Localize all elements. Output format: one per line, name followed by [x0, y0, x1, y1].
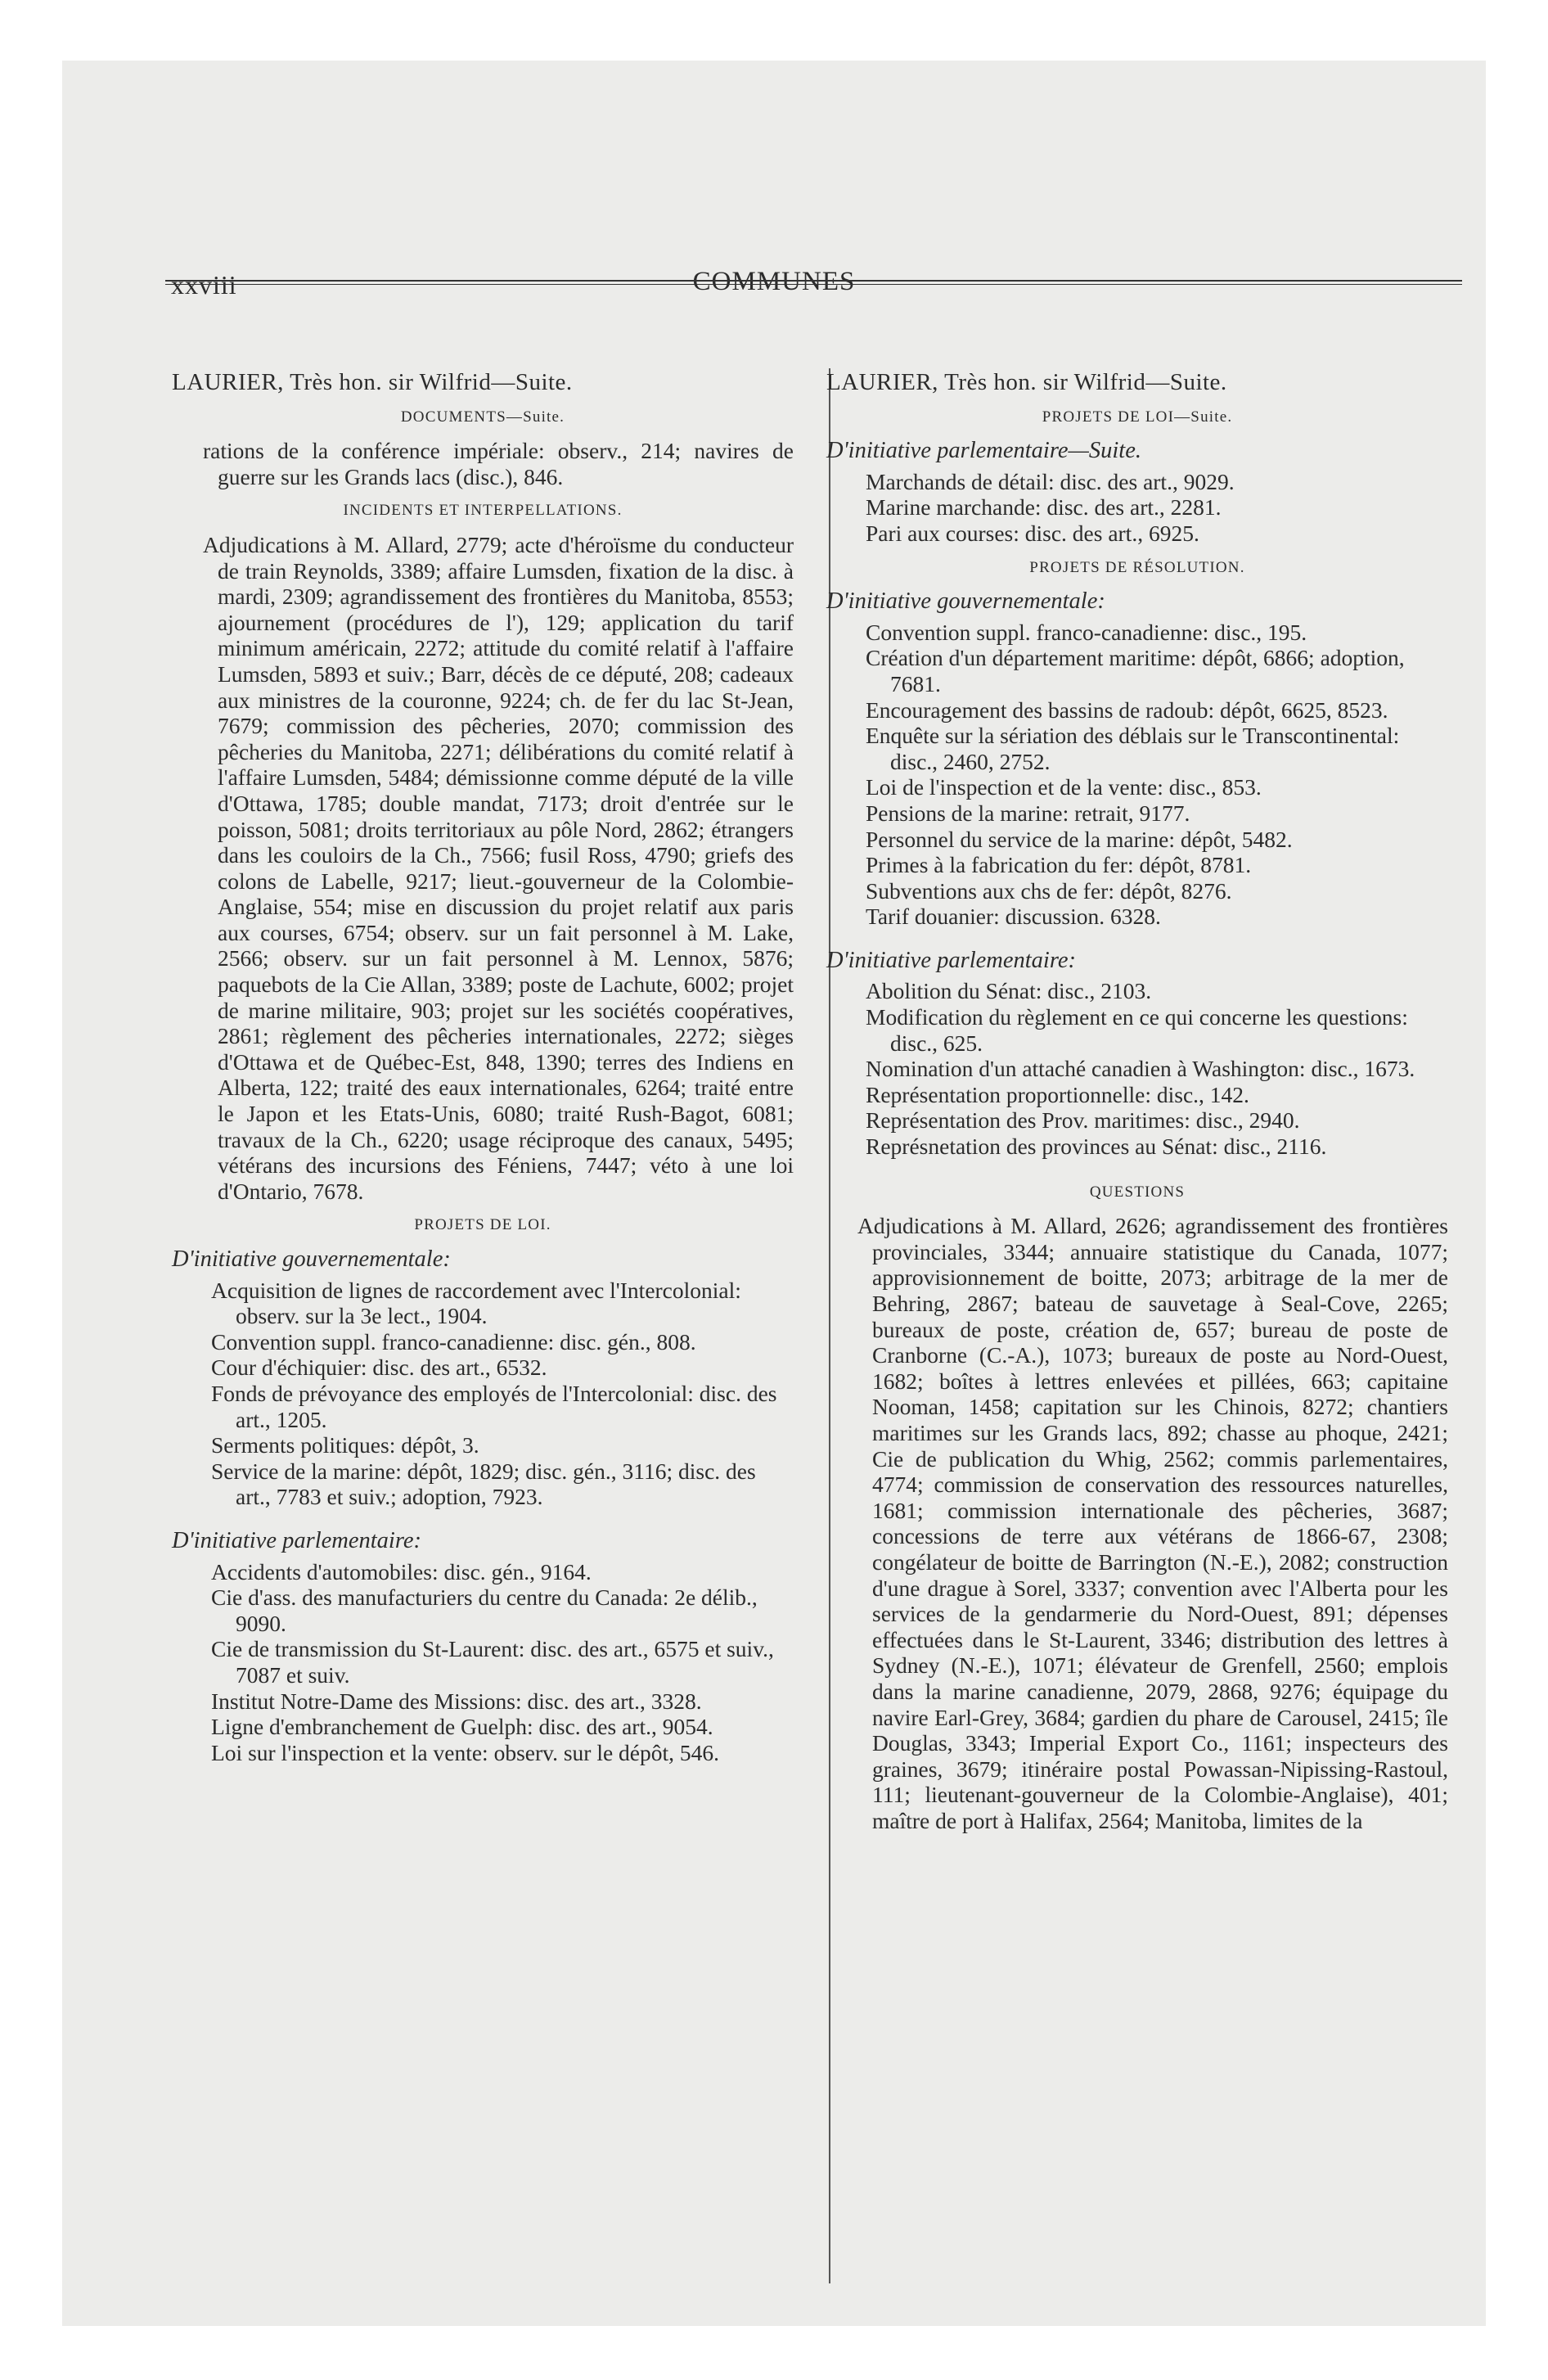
list-item: Personnel du service de la marine: dépôt, 5482. [866, 826, 1293, 852]
parl-list [172, 1559, 794, 1766]
list-item: Pari aux courses: disc. des art., 6925. [866, 520, 1199, 546]
list-item: Loi sur l'inspection et la vente: observ. sur le dépôt, 546. [211, 1739, 720, 1765]
list-item: Convention suppl. franco-canadienne: disc., 195. [866, 619, 1307, 645]
list-item: Modification du règlement en ce qui concerne les questions: disc., 625. [866, 1004, 1408, 1056]
parl-label: D'initiative parlementaire: [172, 1527, 422, 1553]
left-column [172, 370, 794, 1765]
documents-label: DOCUMENTS—Suite. [400, 408, 565, 426]
list-item: Représnetation des provinces au Sénat: disc., 2116. [866, 1134, 1327, 1160]
list-item: Primes à la fabrication du fer: dépôt, 8781. [866, 852, 1252, 878]
list-item: Création d'un département maritime: dépôt, 6866; adoption, 7681. [866, 645, 1405, 696]
list-item: Acquisition de lignes de raccordement avec l'Intercolonial: observ. sur la 3e lect., 1904. [211, 1277, 741, 1329]
right-projets-label: PROJETS DE LOI—Suite. [1042, 408, 1233, 426]
list-item: Représentation des Prov. maritimes: disc., 2940. [866, 1107, 1300, 1134]
list-item: Cour d'échiquier: disc. des art., 6532. [211, 1355, 547, 1381]
right-gouv-label: D'initiative gouvernementale: [826, 588, 1105, 615]
list-item: Subventions aux chs de fer: dépôt, 8276. [866, 877, 1232, 904]
list-item: Serments politiques: dépôt, 3. [211, 1432, 479, 1458]
list-item: Marchands de détail: disc. des art., 9029. [866, 468, 1235, 494]
list-item: Loi de l'inspection et de la vente: disc., 853. [866, 774, 1262, 800]
right-heading: LAURIER, Très hon. sir Wilfrid—Suite. [826, 369, 1227, 395]
list-item: Tarif douanier: discussion. 6328. [866, 904, 1161, 930]
resolution-label: PROJETS DE RÉSOLUTION. [1029, 558, 1245, 576]
list-item: Service de la marine: dépôt, 1829; disc. gén., 3116; disc. des art., 7783 et suiv.; adoption, 7923. [211, 1458, 756, 1510]
list-item: Cie de transmission du St-Laurent: disc. des art., 6575 et suiv., 7087 et suiv. [211, 1636, 774, 1688]
list-item: Institut Notre-Dame des Missions: disc. des art., 3328. [211, 1688, 702, 1714]
right-gouv-list [826, 620, 1448, 930]
scanned-page [62, 61, 1486, 2326]
list-item: Nomination d'un attaché canadien à Washington: disc., 1673. [866, 1056, 1415, 1082]
documents-text: rations de la conférence impériale: observ., 214; navires de guerre sur les Grands lacs (disc.), 846. [203, 438, 794, 489]
right-parl-suite-label: D'initiative parlementaire—Suite. [826, 438, 1141, 464]
incidents-label: INCIDENTS ET INTERPELLATIONS. [343, 502, 623, 520]
right-parl-list [826, 978, 1448, 1159]
right-column [794, 370, 1448, 1833]
list-item: Marine marchande: disc. des art., 2281. [866, 494, 1222, 521]
projets-label: PROJETS DE LOI. [414, 1216, 551, 1234]
left-heading: LAURIER, Très hon. sir Wilfrid—Suite. [172, 369, 573, 395]
list-item: Cie d'ass. des manufacturiers du centre du Canada: 2e délib., 9090. [211, 1584, 758, 1636]
questions-text: Adjudications à M. Allard, 2626; agrandissement des frontières provinciales, 3344; annuaire statistique du Canada, 1077; approvisionnement de boitte, 2073; arbitrage de la mer de Behring, 2867; bateau de sauvetage à Seal-Cove, 2265; bureaux de poste, création de, 657; bureau de poste de Cranborne (C.-A.), 1073; bureaux de poste au Nord-Ouest, 1682; boîtes à lettres enlevées et pillées, 663; capitaine Nooman, 1458; capitation sur les Chinois, 8272; chantiers maritimes sur les Grands lacs, 892; chasse au phoque, 2421; Cie de publication du Whig, 2562; commis parlementaires, 4774; commission de conservation des ressources naturelles, 1681; commission internationale des pêcheries, 3687; concessions de terre aux vétérans de 1866-67, 2308; congélateur de boitte de Barrington (N.-E.), 2082; construction d'une drague à Sorel, 3337; convention avec l'Alberta pour les services de la gendarmerie du Nord-Ouest, 891; dépenses effectuées dans le St-Laurent, 3346; distribution des lettres à Sydney (N.-E.), 1071; élévateur de Grenfell, 2560; emplois dans la marine canadienne, 2079, 2868, 9276; équipage du navire Earl-Grey, 3684; gardien du phare de Carousel, 2415; île Douglas, 3343; Imperial Export Co., 1161; inspecteurs des graines, 3679; itinéraire postal Powassan-Nipissing-Rastoul, 111; lieutenant-gouverneur de la Colombie-Anglaise), 401; maître de port à Halifax, 2564; Manitoba, limites de la [857, 1213, 1448, 1833]
right-parl-suite-list [826, 469, 1448, 547]
questions-label: QUESTIONS [1089, 1183, 1186, 1201]
header-rule [165, 280, 1462, 285]
incidents-text: Adjudications à M. Allard, 2779; acte d'héroïsme du conducteur de train Reynolds, 3389; affaire Lumsden, fixation de la disc. à mardi, 2309; agrandissement des frontières du Manitoba, 8553; ajournement (procédures de l'), 129; application du tarif minimum américain, 2272; attitude du comité relatif à l'affaire Lumsden, 5893 et suiv.; Barr, décès de ce député, 208; cadeaux aux ministres de la couronne, 9224; ch. de fer du lac St-Jean, 7679; commission des pêcheries, 2070; commission des pêcheries du Manitoba, 2271; délibérations du comité relatif à l'affaire Lumsden, 5484; démissionne comme député de la ville d'Ottawa, 1785; double mandat, 7173; droit d'entrée sur le poisson, 5081; droits territoriaux au pôle Nord, 2862; étrangers dans les couloirs de la Ch., 7566; fusil Ross, 4790; griefs des colons de Labelle, 9217; lieut.-gouverneur de la Colombie-Anglaise, 554; mise en discussion du projet relatif aux paris aux courses, 6754; observ. sur un fait personnel à M. Lake, 2566; observ. sur un fait personnel à M. Lennox, 5876; paquebots de la Cie Allan, 3389; poste de Lachute, 6002; projet de marine militaire, 903; projet sur les sociétés coopératives, 2861; règlement des pêcheries internationales, 2272; sièges d'Ottawa et de Québec-Est, 848, 1390; terres des Indiens en Alberta, 122; traité des eaux internationales, 6264; traité entre le Japon et les Etats-Unis, 6080; traité Rush-Bagot, 6081; travaux de la Ch., 6220; usage réciproque des canaux, 5495; vétérans des incursions des Féniens, 7447; véto à une loi d'Ontario, 7678. [203, 531, 794, 1204]
list-item: Encouragement des bassins de radoub: dépôt, 6625, 8523. [866, 696, 1388, 723]
list-item: Ligne d'embranchement de Guelph: disc. des art., 9054. [211, 1714, 713, 1740]
list-item: Convention suppl. franco-canadienne: disc. gén., 808. [211, 1328, 696, 1355]
page-title: COMMUNES [692, 267, 856, 296]
running-header [62, 208, 1486, 300]
gouv-list [172, 1278, 794, 1510]
list-item: Représentation proportionnelle: disc., 142. [866, 1081, 1249, 1107]
list-item: Fonds de prévoyance des employés de l'Intercolonial: disc. des art., 1205. [211, 1380, 777, 1432]
right-parl-label: D'initiative parlementaire: [826, 947, 1077, 973]
list-item: Enquête sur la sériation des déblais sur le Transcontinental: disc., 2460, 2752. [866, 723, 1400, 774]
list-item: Accidents d'automobiles: disc. gén., 9164. [211, 1558, 592, 1584]
list-item: Pensions de la marine: retrait, 9177. [866, 800, 1190, 826]
gouv-label: D'initiative gouvernementale: [172, 1246, 451, 1272]
page-number: xxviii [171, 270, 237, 300]
list-item: Abolition du Sénat: disc., 2103. [866, 978, 1152, 1004]
